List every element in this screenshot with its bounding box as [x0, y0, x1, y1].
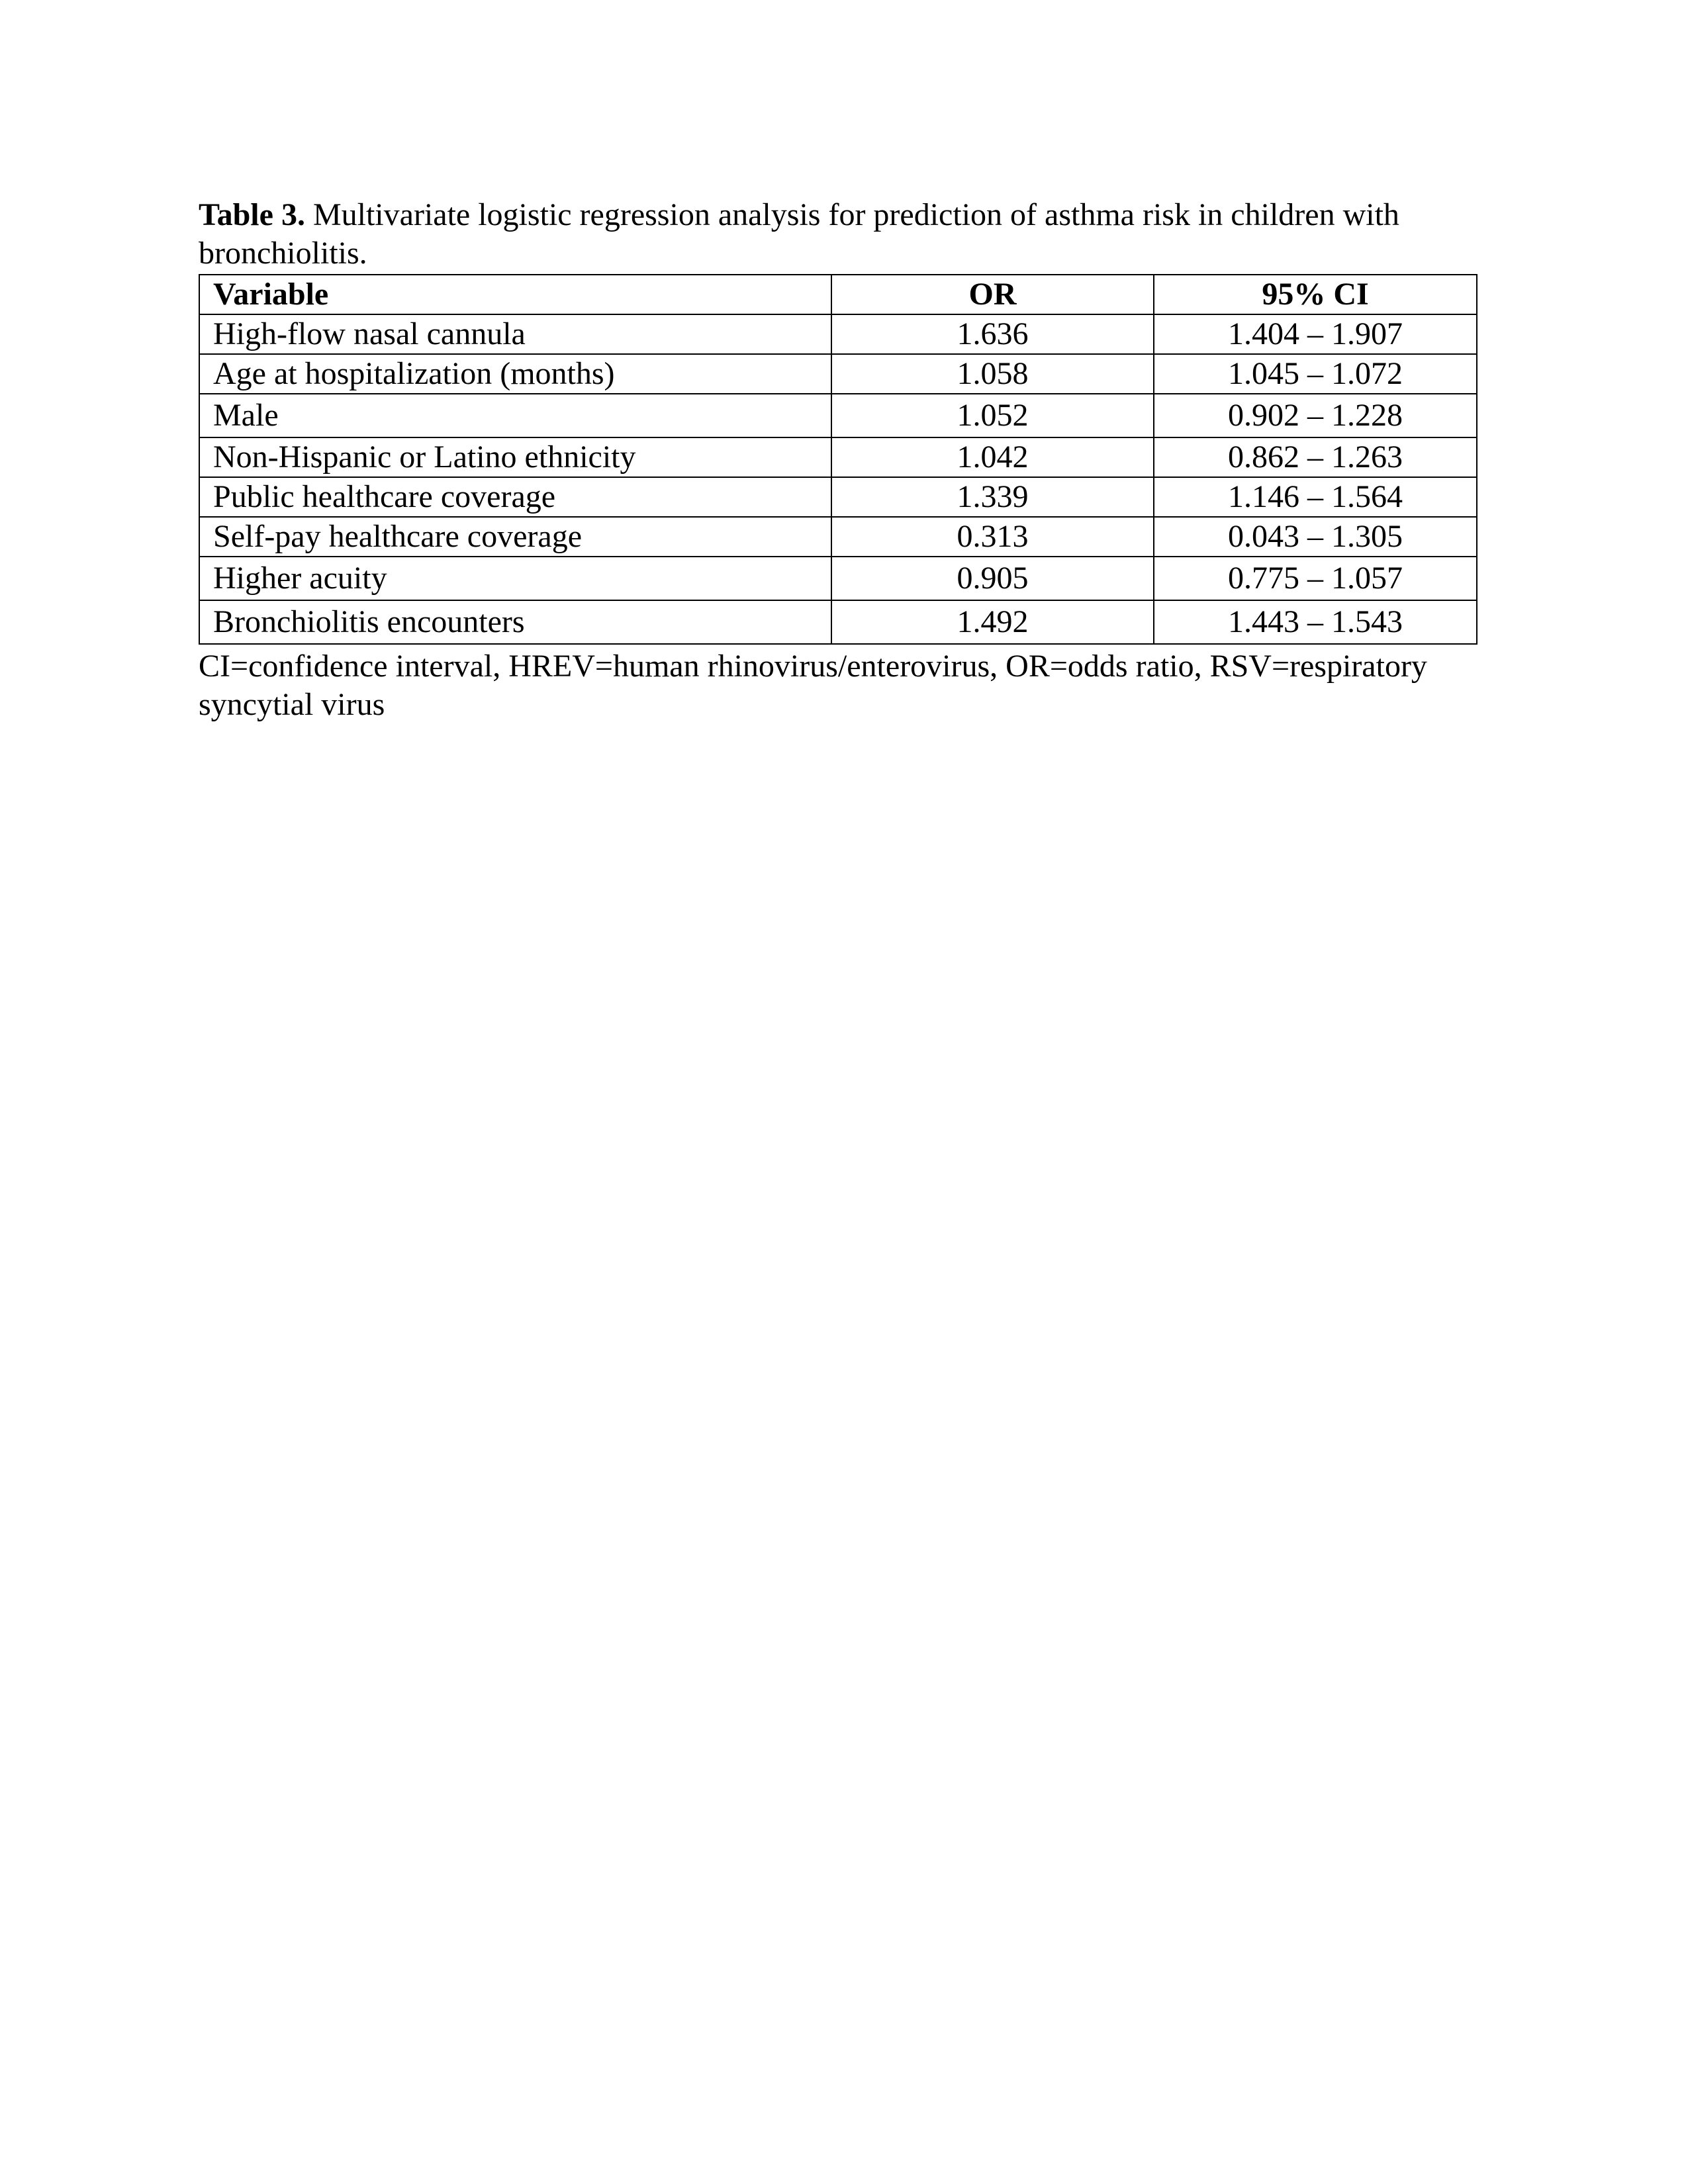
cell-or: 1.492 [831, 600, 1154, 644]
cell-or: 1.339 [831, 477, 1154, 517]
table-row [199, 437, 1477, 477]
header-ci: 95% CI [1154, 275, 1477, 314]
table-row [199, 314, 1477, 354]
table-row [199, 354, 1477, 394]
table-row [199, 394, 1477, 437]
cell-ci: 0.043 – 1.305 [1154, 517, 1477, 557]
cell-or: 1.058 [831, 354, 1154, 394]
cell-ci: 1.443 – 1.543 [1154, 600, 1477, 644]
header-or: OR [831, 275, 1154, 314]
cell-ci: 1.045 – 1.072 [1154, 354, 1477, 394]
cell-variable: Non-Hispanic or Latino ethnicity [199, 437, 831, 477]
cell-or: 1.052 [831, 394, 1154, 437]
cell-ci: 0.862 – 1.263 [1154, 437, 1477, 477]
cell-variable: Public healthcare coverage [199, 477, 831, 517]
cell-or: 0.905 [831, 557, 1154, 600]
cell-or: 0.313 [831, 517, 1154, 557]
table-row [199, 600, 1477, 644]
table-caption-label: Table 3. [199, 197, 305, 232]
table-row [199, 557, 1477, 600]
cell-ci: 0.902 – 1.228 [1154, 394, 1477, 437]
cell-or: 1.636 [831, 314, 1154, 354]
cell-variable: Age at hospitalization (months) [199, 354, 831, 394]
regression-table [199, 274, 1477, 645]
table-footnote: CI=confidence interval, HREV=human rhinovirus/enterovirus, OR=odds ratio, RSV=respiratory syncytial virus [199, 649, 1427, 722]
cell-ci: 1.404 – 1.907 [1154, 314, 1477, 354]
cell-variable: High-flow nasal cannula [199, 314, 831, 354]
table-row [199, 477, 1477, 517]
cell-variable: Bronchiolitis encounters [199, 600, 831, 644]
document-page [199, 196, 1476, 724]
cell-ci: 0.775 – 1.057 [1154, 557, 1477, 600]
cell-variable: Higher acuity [199, 557, 831, 600]
table-header-row [199, 275, 1477, 314]
cell-ci: 1.146 – 1.564 [1154, 477, 1477, 517]
cell-variable: Male [199, 394, 831, 437]
table-row [199, 517, 1477, 557]
table-caption [199, 196, 1476, 273]
cell-variable: Self-pay healthcare coverage [199, 517, 831, 557]
header-variable: Variable [199, 275, 831, 314]
cell-or: 1.042 [831, 437, 1154, 477]
table-caption-text: Multivariate logistic regression analysis for prediction of asthma risk in children with bronchiolitis. [199, 197, 1399, 271]
